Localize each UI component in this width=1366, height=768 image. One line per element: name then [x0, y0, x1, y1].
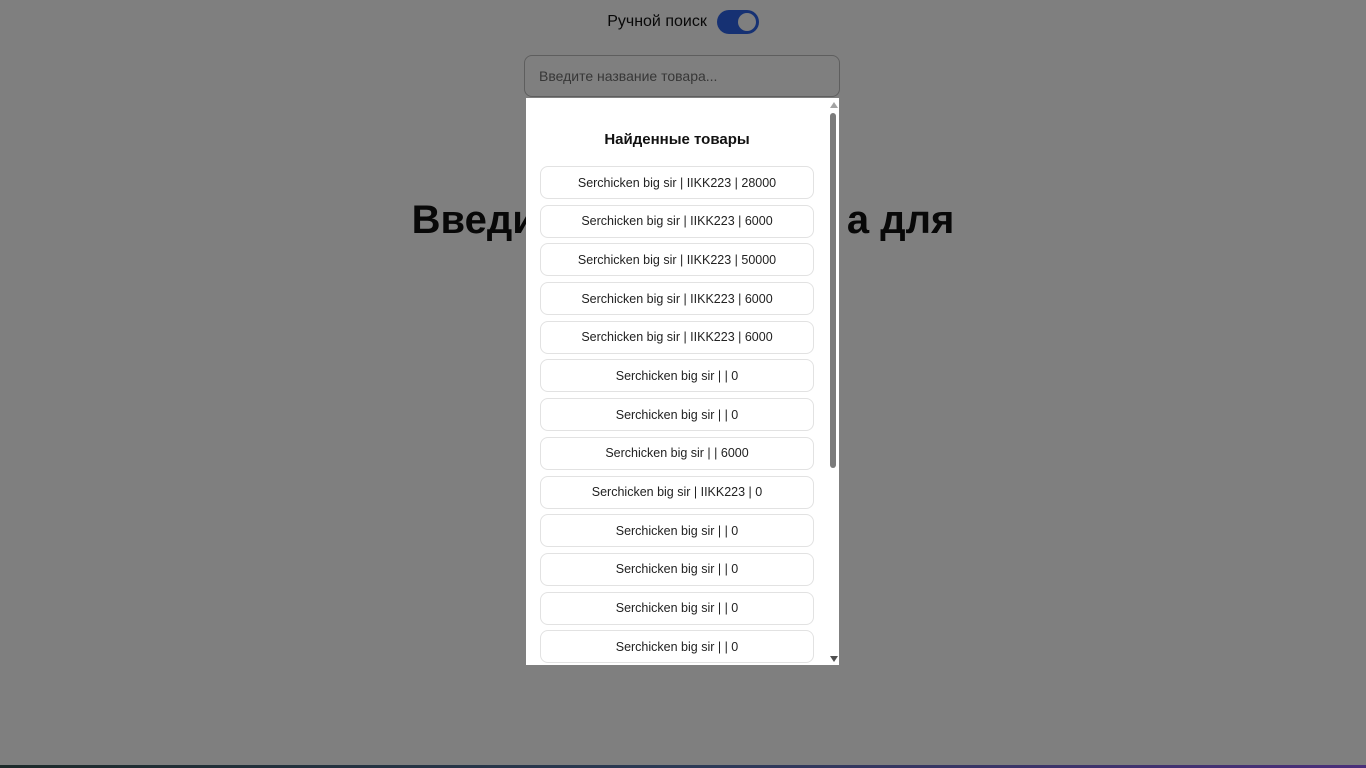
- modal-title: Найденные товары: [604, 131, 750, 148]
- result-item[interactable]: Serchicken big sir | | 0: [540, 514, 814, 547]
- modal-scrollbar[interactable]: [828, 98, 839, 665]
- found-products-modal: [526, 98, 839, 665]
- triangle-up-icon[interactable]: [829, 100, 838, 110]
- result-item[interactable]: Serchicken big sir | IIKK223 | 28000: [540, 166, 814, 199]
- scrollbar-thumb[interactable]: [830, 113, 836, 468]
- result-item[interactable]: Serchicken big sir | IIKK223 | 0: [540, 476, 814, 509]
- triangle-down-icon[interactable]: [829, 654, 838, 664]
- result-item[interactable]: Serchicken big sir | | 0: [540, 359, 814, 392]
- result-item[interactable]: Serchicken big sir | IIKK223 | 6000: [540, 205, 814, 238]
- result-item[interactable]: Serchicken big sir | IIKK223 | 6000: [540, 282, 814, 315]
- result-item[interactable]: Serchicken big sir | IIKK223 | 50000: [540, 243, 814, 276]
- result-item[interactable]: Serchicken big sir | | 0: [540, 398, 814, 431]
- result-item[interactable]: Serchicken big sir | IIKK223 | 6000: [540, 321, 814, 354]
- modal-content: [526, 98, 828, 665]
- results-list: [540, 166, 814, 665]
- result-item[interactable]: Serchicken big sir | | 6000: [540, 437, 814, 470]
- result-item[interactable]: Serchicken big sir | | 0: [540, 553, 814, 586]
- result-item[interactable]: Serchicken big sir | | 0: [540, 630, 814, 663]
- result-item[interactable]: Serchicken big sir | | 0: [540, 592, 814, 625]
